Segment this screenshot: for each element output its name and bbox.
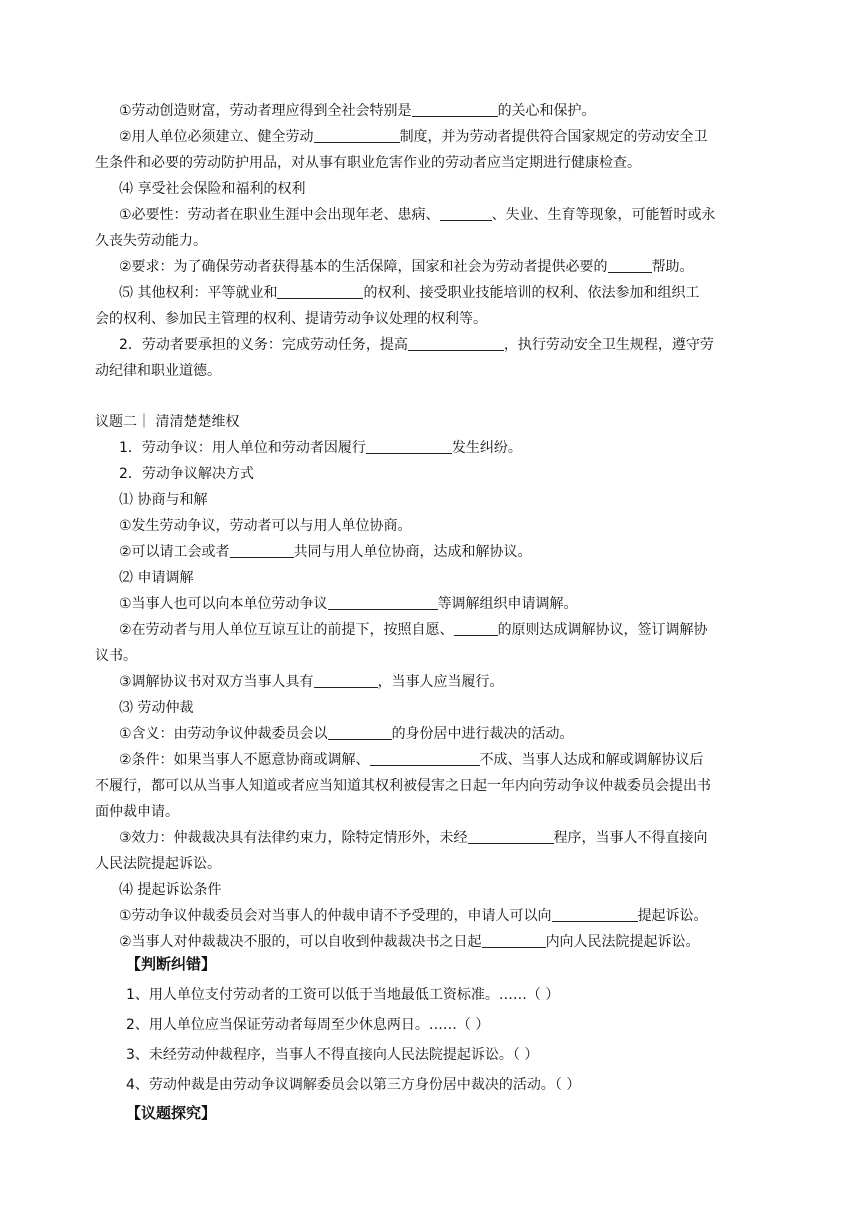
text-line: 会的权利、参加民主管理的权利、提请劳动争议处理的权利等。 <box>95 311 487 327</box>
fill-blank[interactable] <box>408 336 504 351</box>
judgment-question: 4、劳动仲裁是由劳动争议调解委员会以第三方身份居中裁决的活动。（ ） <box>126 1077 581 1093</box>
text-line: ②用人单位必须建立、健全劳动 制度，并为劳动者提供符合国家规定的劳动安全卫 <box>119 129 708 145</box>
section-heading: 【议题探究】 <box>126 1104 217 1122</box>
fill-blank[interactable] <box>366 439 452 454</box>
text-line: 动纪律和职业道德。 <box>95 363 221 379</box>
text-line: ②可以请工会或者 共同与用人单位协商，达成和解协议。 <box>119 544 532 560</box>
fill-blank[interactable] <box>314 673 378 688</box>
text-line: ③调解协议书对双方当事人具有 ，当事人应当履行。 <box>119 674 504 690</box>
text-line: ②在劳动者与用人单位互谅互让的前提下，按照自愿、 的原则达成调解协议，签订调解协 <box>119 622 708 638</box>
fill-blank[interactable] <box>370 751 480 766</box>
text-line: 不履行，都可以从当事人知道或者应当知道其权利被侵害之日起一年内向劳动争议仲裁委员会提出书 <box>95 778 711 794</box>
text-line: ③效力：仲裁裁决具有法律约束力，除特定情形外，未经 程序，当事人不得直接向 <box>119 830 708 846</box>
fill-blank[interactable] <box>314 128 400 143</box>
text-line: 久丧失劳动能力。 <box>95 233 207 249</box>
judgment-question: 3、未经劳动仲裁程序，当事人不得直接向人民法院提起诉讼。（ ） <box>126 1047 539 1063</box>
section-heading: 【判断纠错】 <box>126 955 217 973</box>
fill-blank[interactable] <box>608 258 652 273</box>
text-line: ①含义：由劳动争议仲裁委员会以 的身份居中进行裁决的活动。 <box>119 726 574 742</box>
text-line: ①当事人也可以向本单位劳动争议 等调解组织申请调解。 <box>119 596 578 612</box>
text-line: ①劳动创造财富，劳动者理应得到全社会特别是 的关心和保护。 <box>119 103 596 119</box>
fill-blank[interactable] <box>482 933 546 948</box>
text-line: ⑴ 协商与和解 <box>119 492 208 508</box>
text-line: ②条件：如果当事人不愿意协商或调解、 不成、当事人达成和解或调解协议后 <box>119 752 704 768</box>
text-line: ⑵ 申请调解 <box>119 570 194 586</box>
text-line: 1．劳动争议：用人单位和劳动者因履行 发生纠纷。 <box>119 440 522 456</box>
text-line: 2．劳动者要承担的义务：完成劳动任务，提高 ，执行劳动安全卫生规程，遵守劳 <box>119 337 714 353</box>
text-line: ⑶ 劳动仲裁 <box>119 700 194 716</box>
fill-blank[interactable] <box>328 595 438 610</box>
text-line: 议书。 <box>95 648 137 664</box>
text-line: ②要求：为了确保劳动者获得基本的生活保障，国家和社会为劳动者提供必要的 帮助。 <box>119 259 694 275</box>
fill-blank[interactable] <box>277 284 363 299</box>
text-line: 2．劳动争议解决方式 <box>119 466 254 482</box>
text-line: 生条件和必要的劳动防护用品，对从事有职业危害作业的劳动者应当定期进行健康检查。 <box>95 155 641 171</box>
fill-blank[interactable] <box>440 206 492 221</box>
text-line: ①必要性：劳动者在职业生涯中会出现年老、患病、 、失业、生育等现象，可能暂时或永 <box>119 207 716 223</box>
text-line: ⑷ 享受社会保险和福利的权利 <box>119 181 306 197</box>
fill-blank[interactable] <box>328 725 392 740</box>
fill-blank[interactable] <box>454 621 498 636</box>
text-line: ②当事人对仲裁裁决不服的，可以自收到仲裁裁决书之日起 内向人民法院提起诉讼。 <box>119 934 700 950</box>
section-heading: 议题二｜ 清清楚楚维权 <box>95 414 240 430</box>
judgment-question: 2、用人单位应当保证劳动者每周至少休息两日。……（ ） <box>126 1017 490 1033</box>
text-line: ①发生劳动争议，劳动者可以与用人单位协商。 <box>119 518 412 534</box>
text-line: ⑷ 提起诉讼条件 <box>119 882 222 898</box>
fill-blank[interactable] <box>552 907 638 922</box>
fill-blank[interactable] <box>468 829 554 844</box>
fill-blank[interactable] <box>412 102 498 117</box>
text-line: 面仲裁申请。 <box>95 804 179 820</box>
text-line: ⑸ 其他权利：平等就业和 的权利、接受职业技能培训的权利、依法参加和组织工 <box>119 285 700 301</box>
judgment-question: 1、用人单位支付劳动者的工资可以低于当地最低工资标准。……（ ） <box>126 987 560 1003</box>
text-line: 人民法院提起诉讼。 <box>95 856 221 872</box>
fill-blank[interactable] <box>230 543 294 558</box>
text-line: ①劳动争议仲裁委员会对当事人的仲裁申请不予受理的，申请人可以向 提起诉讼。 <box>119 908 708 924</box>
